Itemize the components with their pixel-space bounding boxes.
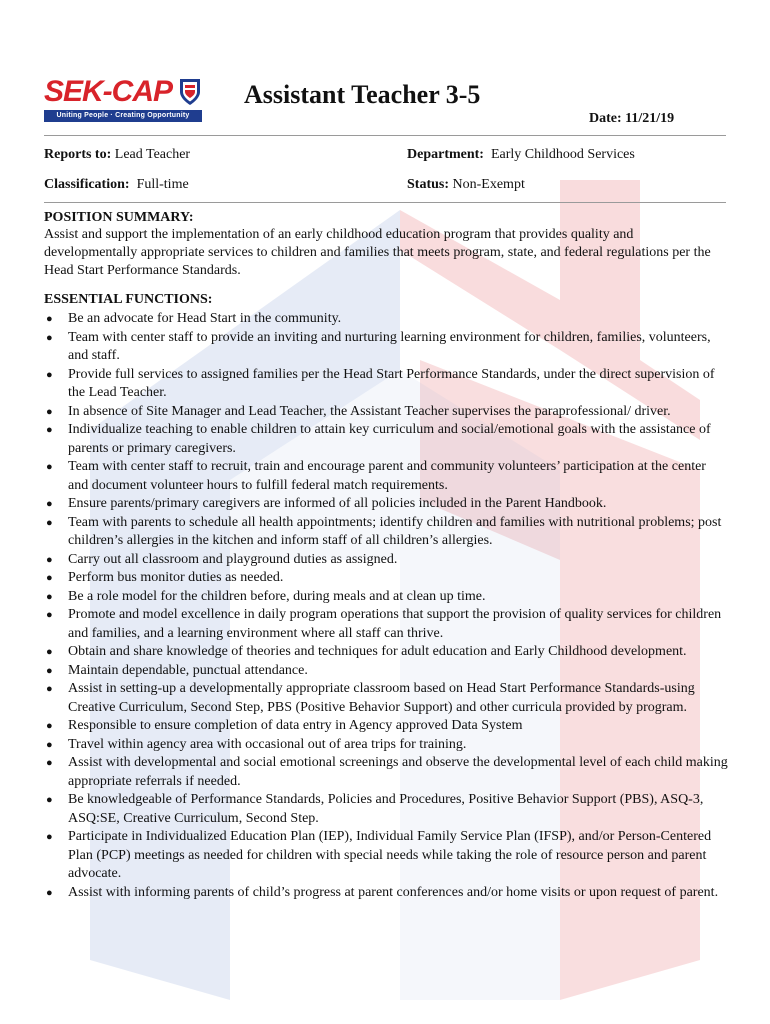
list-item-text: Be an advocate for Head Start in the community. xyxy=(68,311,342,326)
list-item xyxy=(44,828,728,884)
bullet-icon: ● xyxy=(46,646,53,658)
list-item-text: Individualize teaching to enable children to attain key curriculum and social/emotional goals with the assistance of parents or primary caregivers. xyxy=(68,422,711,456)
bullet-icon: ● xyxy=(46,664,53,677)
bullet-icon: ● xyxy=(46,683,53,695)
list-item-text: Ensure parents/primary caregivers are informed of all policies included in the Parent Handbook. xyxy=(68,496,607,511)
list-item-text: Assist in setting-up a developmentally appropriate classroom based on Head Start Performance Standards-using Creative Curriculum, Second Step, PBS (Positive Behavior Support) and other curricula provided by program. xyxy=(68,681,695,715)
list-item xyxy=(44,366,728,403)
bullet-icon: ● xyxy=(46,424,53,436)
status-field xyxy=(407,176,525,193)
list-item xyxy=(44,791,728,828)
list-item xyxy=(44,403,728,422)
bullet-icon: ● xyxy=(46,794,53,806)
divider xyxy=(44,202,726,203)
bullet-icon: ● xyxy=(46,516,53,529)
department-label: Department: xyxy=(407,147,484,162)
list-item-text: Participate in Individualized Education Plan (IEP), Individual Family Service Plan (IFSP), and/or Person-Centered Plan (PCP) meetings as needed for children with special needs while taking the role of resource person and parent advocate. xyxy=(68,829,712,881)
bullet-icon: ● xyxy=(46,461,53,473)
essential-functions-list xyxy=(44,310,728,902)
list-item xyxy=(44,310,728,329)
list-item xyxy=(44,643,728,662)
department-field xyxy=(407,146,635,163)
bullet-icon: ● xyxy=(46,331,53,344)
list-item xyxy=(44,717,728,736)
list-item xyxy=(44,495,728,514)
list-item-text: Team with center staff to recruit, train and encourage parent and community volunteers’ participation at the center and document volunteer hours to fulfill federal match requirements. xyxy=(68,459,706,493)
list-item-text: Team with center staff to provide an inviting and nurturing learning environment for children, families, volunteers, and staff. xyxy=(68,329,711,363)
list-item-text: Travel within agency area with occasional out of area trips for training. xyxy=(68,736,467,752)
classification-value: Full-time xyxy=(136,177,189,192)
bullet-icon: ● xyxy=(46,498,53,510)
bullet-icon: ● xyxy=(46,405,53,418)
list-item-text: Assist with developmental and social emotional screenings and observe the developmental level of each child making appropriate referrals if needed. xyxy=(68,755,728,789)
position-summary-heading: POSITION SUMMARY: xyxy=(44,210,194,225)
classification-field xyxy=(44,176,189,193)
list-item xyxy=(44,588,728,607)
sekcap-logo xyxy=(44,76,202,124)
list-item xyxy=(44,329,728,366)
list-item-text: Responsible to ensure completion of data entry in Agency approved Data System xyxy=(68,718,523,733)
bullet-icon: ● xyxy=(46,368,53,381)
list-item-text: Assist with informing parents of child’s progress at parent conferences and/or home visits or upon request of parent. xyxy=(68,884,719,900)
list-item-text: Maintain dependable, punctual attendance. xyxy=(68,662,308,678)
logo-tagline: Uniting People · Creating Opportunity xyxy=(44,110,202,122)
bullet-icon: ● xyxy=(46,886,53,899)
bullet-icon: ● xyxy=(46,590,53,603)
list-item-text: Promote and model excellence in daily program operations that support the provision of quality services for children and families, and a learning environment where all staff can thrive. xyxy=(68,607,722,641)
list-item-text: In absence of Site Manager and Lead Teacher, the Assistant Teacher supervises the paraprofessional/ driver. xyxy=(68,403,671,419)
list-item-text: Obtain and share knowledge of theories and techniques for adult education and Early Childhood development. xyxy=(68,644,687,659)
list-item-text: Team with parents to schedule all health appointments; identify children and families with nutritional problems; post children’s allergies in the kitchen and inform staff of all children’s allergies. xyxy=(68,514,722,548)
shield-icon xyxy=(179,78,201,106)
list-item xyxy=(44,551,728,570)
bullet-icon: ● xyxy=(46,720,53,732)
list-item-text: Provide full services to assigned families per the Head Start Performance Standards, under the direct supervision of the Lead Teacher. xyxy=(68,366,715,400)
page-title: Assistant Teacher 3-5 xyxy=(244,80,481,109)
list-item xyxy=(44,736,728,755)
bullet-icon: ● xyxy=(46,738,53,751)
list-item xyxy=(44,569,728,588)
bullet-icon: ● xyxy=(46,831,53,843)
list-item xyxy=(44,606,728,643)
reports-to-label: Reports to: xyxy=(44,147,112,162)
bullet-icon: ● xyxy=(46,609,53,621)
document-date: Date: 11/21/19 xyxy=(589,111,675,126)
list-item xyxy=(44,421,728,458)
list-item xyxy=(44,680,728,717)
divider xyxy=(44,135,726,136)
bullet-icon: ● xyxy=(46,553,53,566)
bullet-icon: ● xyxy=(46,572,53,584)
status-value: Non-Exempt xyxy=(452,177,525,192)
bullet-icon: ● xyxy=(46,313,53,325)
status-label: Status: xyxy=(407,177,450,192)
list-item-text: Be a role model for the children before, during meals and at clean up time. xyxy=(68,588,486,604)
position-summary-text: Assist and support the implementation of an early childhood education program that provides quality and developmentally appropriate services to children and families that meets program, state, and federal regulations per the Head Start Performance Standards. xyxy=(44,227,711,279)
list-item-text: Perform bus monitor duties as needed. xyxy=(68,570,284,585)
essential-functions-heading: ESSENTIAL FUNCTIONS: xyxy=(44,292,213,307)
list-item xyxy=(44,662,728,681)
list-item xyxy=(44,884,728,903)
list-item-text: Be knowledgeable of Performance Standards, Policies and Procedures, Positive Behavior Support (PBS), ASQ-3, ASQ:SE, Creative Curriculum, Second Step. xyxy=(68,792,704,826)
logo-wordmark: SEK-CAP xyxy=(44,75,173,108)
reports-to-value: Lead Teacher xyxy=(114,147,191,162)
list-item-text: Carry out all classroom and playground duties as assigned. xyxy=(68,551,398,567)
list-item xyxy=(44,458,728,495)
classification-label: Classification: xyxy=(44,177,130,192)
department-value: Early Childhood Services xyxy=(490,147,635,162)
reports-to-field xyxy=(44,146,190,163)
list-item xyxy=(44,514,728,551)
list-item xyxy=(44,754,728,791)
bullet-icon: ● xyxy=(46,757,53,769)
